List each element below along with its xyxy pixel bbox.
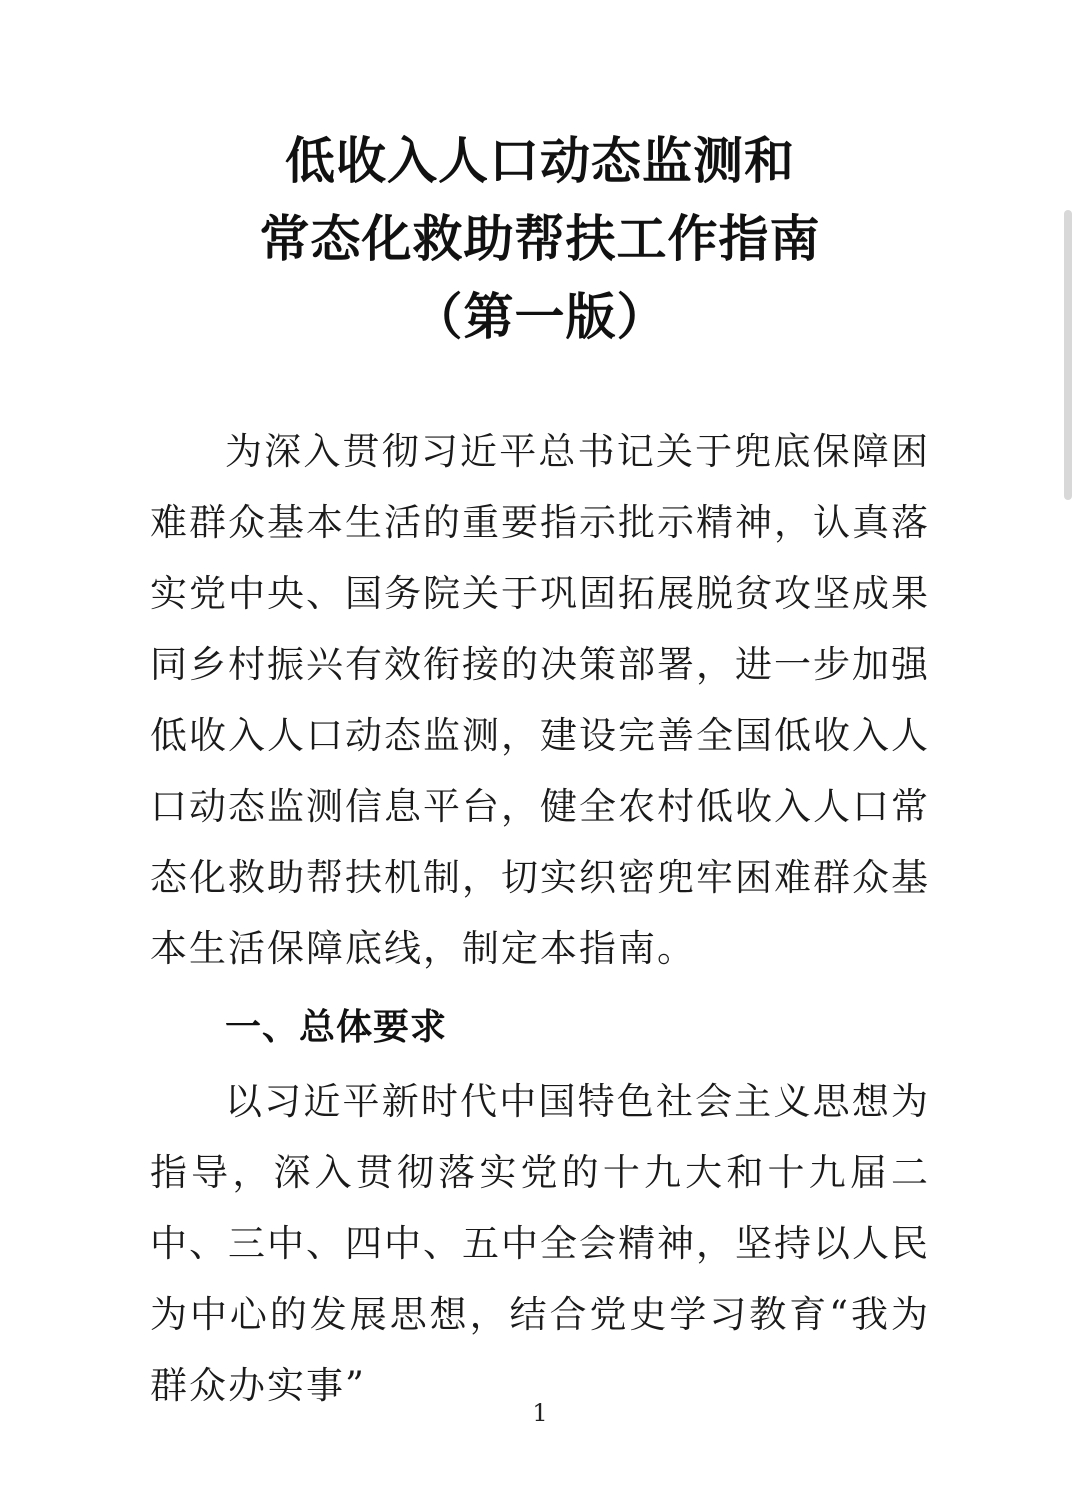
document-title (0, 122, 1080, 356)
intro-paragraph: 为深入贯彻习近平总书记关于兜底保障困难群众基本生活的重要指示批示精神，认真落实党中央、国务院关于巩固拓展脱贫攻坚成果同乡村振兴有效衔接的决策部署，进一步加强低收入人口动态监测，建设完善全国低收入人口动态监测信息平台，健全农村低收入人口常态化救助帮扶机制，切实织密兜牢困难群众基本生活保障底线，制定本指南。 (150, 430, 930, 970)
section-heading-general-requirements: 一、总体要求 (225, 1007, 448, 1048)
section-1-paragraph: 以习近平新时代中国特色社会主义思想为指导，深入贯彻落实党的十九大和十九届二中、三中、四中、五中全会精神，坚持以人民为中心的发展思想，结合党史学习教育“我为群众办实事” (150, 1080, 930, 1407)
title-line-1: 低收入人口动态监测和 (285, 132, 795, 190)
scrollbar-thumb[interactable] (1064, 210, 1072, 500)
title-line-2: 常态化救助帮扶工作指南 (259, 210, 821, 268)
title-edition: （第一版） (412, 288, 668, 346)
page-number: 1 (532, 1399, 548, 1427)
